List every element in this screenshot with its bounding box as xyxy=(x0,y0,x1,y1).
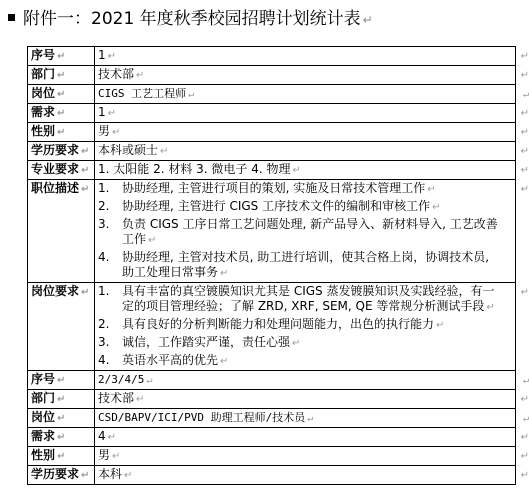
education-label: 学历要求 ↵ xyxy=(28,142,95,161)
need-label: 需求 ↵ xyxy=(28,428,95,447)
table-row xyxy=(28,371,516,390)
seq-label: 序号 ↵ xyxy=(28,371,95,390)
table-row xyxy=(28,283,516,371)
list-item: 3. 负责 CIGS 工序日常工艺问题处理, 新产品导入、新材料导入, 工艺改善工作 ↵ xyxy=(98,217,498,246)
gender-label: 性别 ↵ xyxy=(28,447,95,466)
table-row xyxy=(28,428,516,447)
need-value: 4 ↵ ↵ xyxy=(95,428,516,447)
position-value: CIGS 工艺工程师 ↵ ↵ xyxy=(95,85,516,104)
bullet-icon xyxy=(8,14,15,21)
table-row xyxy=(28,409,516,428)
education-label: 学历要求 ↵ xyxy=(28,466,95,485)
table-row xyxy=(28,390,516,409)
seq-value: 2/3/4/5 ↵ ↵ xyxy=(95,371,516,390)
position-label: 岗位 ↵ xyxy=(28,409,95,428)
table-row xyxy=(28,85,516,104)
paragraph-mark-icon: ↵ xyxy=(362,13,373,27)
table-row xyxy=(28,104,516,123)
seq-value: 1 ↵ ↵ xyxy=(95,47,516,66)
gender-value: 男 ↵ ↵ xyxy=(95,447,516,466)
list-item: 1. 协助经理, 主管进行项目的策划, 实施及日常技术管理工作 ↵ xyxy=(98,181,436,195)
major-label: 专业要求 ↵ xyxy=(28,161,95,180)
dept-value: 技术部 ↵ ↵ xyxy=(95,390,516,409)
duty-list: 1. 协助经理, 主管进行项目的策划, 实施及日常技术管理工作 ↵ 2. 协助经理, 主管进行 CIGS 工序技术文件的编制和审核工作 ↵ 3. 负责 CIGS 工序日常工艺问题处理, 新产品导入、新材料导入, 工艺改善工作 ↵ 4. 协助经理, 主管对技术员, 助工进行培训，使其合格上岗，协调技术员, 助工处理日常事务 ↵ ↵ xyxy=(95,180,516,283)
requirement-list: 1. 具有丰富的真空镀膜知识尤其是 CIGS 蒸发镀膜知识及实践经验，有一定的项目管理经验；了解 ZRD, XRF, SEM, QE 等常规分析测试手段 ↵ 2. 具有良好的分析判断能力和处理问题能力，出色的执行能力 ↵ 3. 诚信，工作踏实严谨，责任心强 ↵ 4. 英语水平高的优先 ↵ ↵ xyxy=(95,283,516,371)
gender-label: 性别 ↵ xyxy=(28,123,95,142)
seq-label: 序号 ↵ xyxy=(28,47,95,66)
table-row xyxy=(28,66,516,85)
need-label: 需求 ↵ xyxy=(28,104,95,123)
list-item: 1. 具有丰富的真空镀膜知识尤其是 CIGS 蒸发镀膜知识及实践经验，有一定的项目管理经验；了解 ZRD, XRF, SEM, QE 等常规分析测试手段 ↵ xyxy=(98,284,495,313)
recruitment-table xyxy=(27,46,529,485)
position-value: CSD/BAPV/ICI/PVD 助理工程师/技术员 ↵ ↵ xyxy=(95,409,516,428)
table-row xyxy=(28,447,516,466)
dept-value: 技术部 ↵ ↵ xyxy=(95,66,516,85)
list-item: 3. 诚信，工作踏实严谨，责任心强 ↵ xyxy=(98,335,301,349)
list-item: 2. 协助经理, 主管进行 CIGS 工序技术文件的编制和审核工作 ↵ xyxy=(98,199,441,213)
requirement-label: 岗位要求 ↵ xyxy=(28,283,95,371)
table-row xyxy=(28,142,516,161)
table-row xyxy=(28,161,516,180)
duty-label: 职位描述 ↵ xyxy=(28,180,95,283)
position-label: 岗位 ↵ xyxy=(28,85,95,104)
list-item: 4. 英语水平高的优先 ↵ xyxy=(98,353,229,367)
table-row xyxy=(28,180,516,283)
dept-label: 部门 ↵ xyxy=(28,66,95,85)
education-value: 本科 ↵ ↵ xyxy=(95,466,516,485)
title-text: 附件一：2021 年度秋季校园招聘计划统计表 xyxy=(23,9,361,29)
need-value: 1 ↵ ↵ xyxy=(95,104,516,123)
major-value: 1. 太阳能 2. 材料 3. 微电子 4. 物理 ↵ ↵ xyxy=(95,161,516,180)
document-title xyxy=(0,6,523,32)
table-row xyxy=(28,466,516,485)
table-row xyxy=(28,47,516,66)
list-item: 4. 协助经理, 主管对技术员, 助工进行培训，使其合格上岗，协调技术员, 助工处理日常事务 ↵ xyxy=(98,250,490,279)
gender-value: 男 ↵ ↵ xyxy=(95,123,516,142)
list-item: 2. 具有良好的分析判断能力和处理问题能力，出色的执行能力 ↵ xyxy=(98,317,445,331)
table-row xyxy=(28,123,516,142)
dept-label: 部门 ↵ xyxy=(28,390,95,409)
education-value: 本科或硕士 ↵ ↵ xyxy=(95,142,516,161)
